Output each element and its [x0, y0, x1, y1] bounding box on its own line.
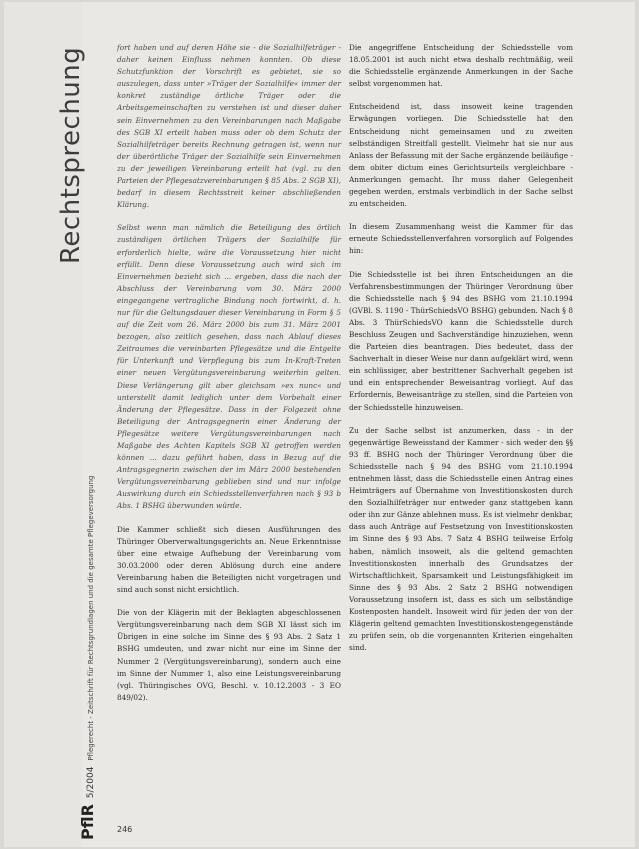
body-paragraph: Die Kammer schließt sich diesen Ausführungen des Thüringer Oberverwaltungsgerichts an. Neue Erkenntnisse über eine etwaige Aufhebung der Vereinbarung vom 30.03.2000 oder deren Ablösung durch eine andere Vereinbarung haben die Beteiligten nicht vorgetragen und sind auch sonst nicht ersichtlich. — [117, 524, 341, 595]
journal-footer — [78, 476, 97, 840]
left-column — [117, 42, 341, 715]
body-paragraph: In diesem Zusammenhang weist die Kammer für das erneute Schiedsstellenverfahren vorsorglich auf Folgendes hin: — [349, 222, 573, 256]
body-paragraph: Die Schiedsstelle ist bei ihren Entscheidungen an die Verfahrensbestimmungen der Thüringer Verordnung über die Schiedsstelle nach § 94 des BSHG vom 21.10.1994 (GVBl. S. 1190 - ThürSchiedsVO BSHG) gebunden. Nach § 8 Abs. 3 ThürSchiedsVO kann die Schiedsstelle durch Beschluss Zeugen und Sachverständige hinzuziehen, wenn die Parteien dies beantragen. Dies bedeutet, dass der Sachverhalt in dieser Weise nur dann aufgeklärt wird, wenn ein schlüssiger, aber bestrittener Sachverhalt gegeben ist und ein entsprechender Beweisantrag vorliegt. Auf das Erfordernis, Beweisanträge zu stellen, sind die Parteien von der Schiedsstelle hinzuweisen. — [349, 269, 573, 412]
body-paragraph: Zu der Sache selbst ist anzumerken, dass - in der gegenwärtige Beweisstand der Kammer - sich weder den §§ 93 ff. BSHG noch der Thüringer Verordnung über die Schiedsstelle nach § 94 des BSHG vom 21.10.1994 entnehmen lässt, dass die Schiedsstelle einen Antrag eines Heimträgers auf Übernahme von Investitionskosten durch den Sozialhilfeträger nur entweder ganz stattgeben kann oder ihn zur Gänze ablehnen muss. Es ist vielmehr denkbar, dass auch Anträge auf Festsetzung von Investitionskosten im Sinne des § 93 Abs. 7 Satz 4 BSHG teilweise Erfolg haben, nämlich insoweit, als die geltend gemachten Investitionskosten innerhalb des Grundsatzes der Wirtschaftlichkeit, Sparsamkeit und Leistungsfähigkeit im Sinne des § 93 Abs. 2 Satz 2 BSHG notwendigen Voraussetzung insofern ist, dass es sich um selbständige Kostenposten handelt. Insoweit wird für jeden der von der Klägerin geltend gemachten Investitionskostengegenstände zu prüfen sein, ob die vorgenannten Kriterien eingehalten sind. — [349, 425, 573, 653]
quoted-paragraph: fort haben und auf deren Höhe sie - die Sozialhilfeträger - daher keinen Einfluss nehmen konnten. Ob diese Schutzfunktion der Vorschrift es gebietet, sie so auszulegen, dass unter »Träger der Sozialhilfe« immer der konkret zuständige örtliche Träger oder die Arbeitsgemeinschaften zu verstehen ist und dieser daher sein Einvernehmen zu den Vereinbarungen nach Maßgabe des SGB XI erteilt haben muss oder ob dem Schutz der Sozialhilfeträger bereits Rechnung getragen ist, wenn nur der überörtliche Träger der Sozialhilfe sein Einvernehmen zu der jeweiligen Vereinbarung erteilt hat (vgl. zu den Parteien der Pflegesatzvereinbarungen § 85 Abs. 2 SGB XI), bedarf in diesem Rechtsstreit keiner abschließenden Klärung. — [117, 43, 341, 210]
left-margin — [4, 2, 97, 847]
journal-issue: 5/2004 — [86, 766, 96, 799]
page-number: 246 — [117, 825, 133, 834]
right-column — [349, 42, 573, 665]
section-rubric: Rechtsprechung — [56, 46, 86, 264]
body-paragraph: Die angegriffene Entscheidung der Schiedsstelle vom 18.05.2001 ist auch nicht etwa deshalb rechtmäßig, weil die Schiedsstelle ergänzende Anmerkungen in der Sache selbst vorgenommen hat. — [349, 43, 573, 89]
body-paragraph: Entscheidend ist, dass insoweit keine tragenden Erwägungen vorliegen. Die Schiedsstelle hat den Entscheidung nicht gemeinsamen und zu zweiten selbständigen Streitfall gestellt. Vielmehr hat sie nur aus Anlass der Befassung mit der Sache ergänzende beiläufige - dem obiter dictum eines Gerichtsurteils vergleichbare - Anmerkungen gemacht. Ihr muss daher Gelegenheit gegeben werden, erstmals verbindlich in der Sache selbst zu entscheiden. — [349, 102, 573, 209]
document-page — [4, 2, 635, 847]
journal-subtitle: Pflegerecht - Zeitschrift für Rechtsgrundlagen und die gesamte Pflegeversorgung — [87, 475, 95, 761]
quoted-paragraph: Selbst wenn man nämlich die Beteiligung des örtlich zuständigen örtlichen Trägers der Sozialhilfe für erforderlich hielte, wäre die Voraussetzung hier nicht erfüllt. Denn diese Voraussetzung auch wird sich im Einvernehmen bezieht sich ... ergeben, dass die nach der Abschluss der Vereinbarung vom 30. März 2000 eingegangene vertragliche Bindung noch fortwirkt, d. h. nur für die Geltungsdauer dieser Vereinbarung in Form § 5 auf die Zeit vom 26. März 2000 bis zum 31. März 2001 bezogen, also zeitlich gesehen, dass nach Ablauf dieses Zeitraumes die vereinbarten Pflegesätze und die Entgelte für Unterkunft und Verpflegung bis zum In-Kraft-Treten einer neuen Vergütungsvereinbarung weiterhin gelten. Diese Verlängerung gilt aber gleichsam »ex nunc« und unterstellt damit lediglich unter dem Vorbehalt einer Änderung der Pflegesätze. Dass in der Folgezeit ohne Beteiligung der Antragsgegnerin einer Änderung der Pflegesätze weitere Vergütungsvereinbarungen nach Maßgabe des Achten Kapitels SGB XI getroffen werden können ... dazu geführt haben, dass in Bezug auf die Antragsgegnerin zwischen der im März 2000 bestehenden Vergütungsvereinbarung geblieben sind und nur infolge Auswirkung durch ein Schiedsstellenverfahren nach § 93 b Abs. 1 BSHG überwunden würde. — [117, 223, 341, 511]
body-paragraph: Die von der Klägerin mit der Beklagten abgeschlossenen Vergütungsvereinbarung nach dem SGB XI lässt sich im Übrigen in eine solche im Sinne des § 93 Abs. 2 Satz 1 BSHG umdeuten, und zwar nicht nur eine im Sinne der Nummer 2 (Vergütungsvereinbarung), sondern auch eine im Sinne der Nummer 1, also eine Leistungsvereinbarung (vgl. Thüringisches OVG, Beschl. v. 10.12.2003 - 3 EO 849/02). — [117, 608, 341, 702]
journal-logo: PflR — [78, 804, 97, 840]
